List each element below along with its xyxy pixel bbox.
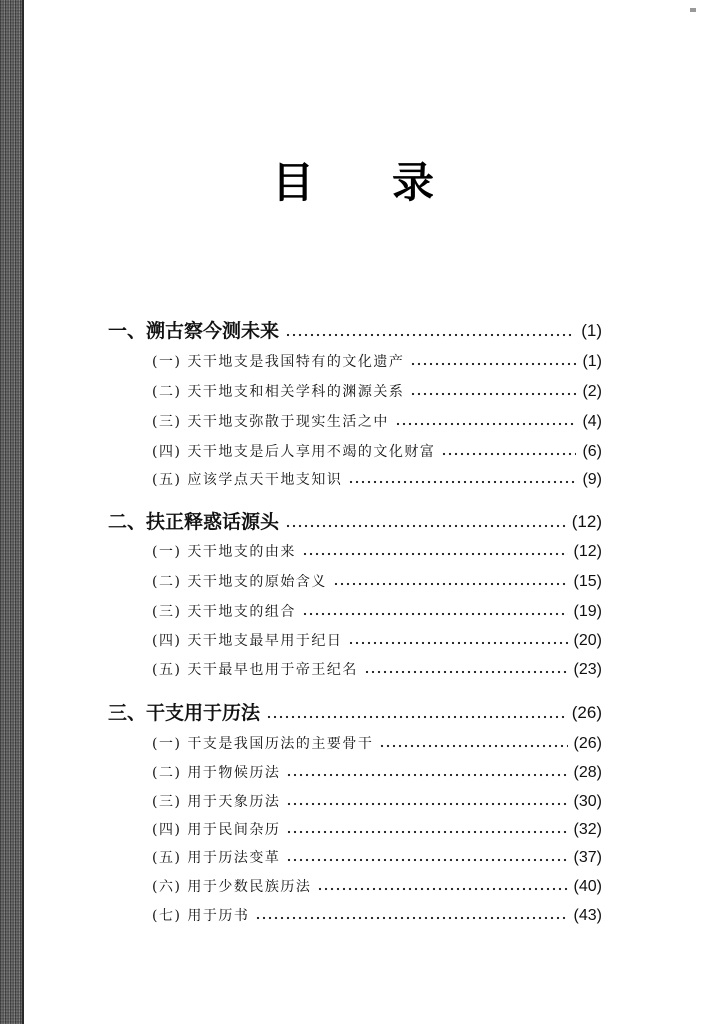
section-label: (七) 用于历书 (152, 908, 250, 924)
section-page-number: (4) (582, 413, 602, 430)
chapter-label: 一、溯古察今测未来 (108, 320, 280, 342)
section-page-number: (20) (573, 632, 602, 649)
section-label: (四) 天干地支是后人享用不竭的文化财富 (152, 444, 436, 460)
dot-leader (255, 915, 567, 921)
chapter-label: 二、扶正释惑话源头 (108, 511, 280, 533)
toc-section-2-1[interactable] (108, 542, 602, 562)
toc-chapter-3[interactable] (108, 701, 602, 725)
title-char-2: 录 (392, 158, 435, 207)
dot-leader (364, 669, 568, 675)
toc-section-3-6[interactable] (108, 877, 602, 897)
toc-section-3-1[interactable] (108, 734, 602, 754)
dot-leader (348, 479, 576, 485)
section-label: (二) 天干地支的原始含义 (152, 574, 327, 590)
dot-leader (286, 801, 567, 807)
toc-section-3-5[interactable] (108, 848, 602, 868)
chapter-page-number: (12) (571, 512, 602, 531)
dot-leader (266, 714, 566, 720)
dot-leader (285, 523, 566, 529)
dot-leader (441, 451, 576, 457)
toc-section-2-5[interactable] (108, 660, 602, 680)
book-spine-edge (0, 0, 22, 1024)
section-page-number: (30) (573, 793, 602, 810)
dot-leader (348, 640, 567, 646)
toc-section-1-5[interactable] (108, 470, 602, 490)
section-page-number: (6) (582, 443, 602, 460)
scan-speck (690, 8, 696, 12)
section-page-number: (2) (582, 383, 602, 400)
chapter-label: 三、干支用于历法 (108, 702, 261, 724)
section-label: (一) 干支是我国历法的主要骨干 (152, 736, 374, 752)
toc-section-2-4[interactable] (108, 631, 602, 651)
section-page-number: (37) (573, 849, 602, 866)
toc-section-2-3[interactable] (108, 602, 602, 622)
toc-section-3-3[interactable] (108, 792, 602, 812)
dot-leader (302, 611, 568, 617)
dot-leader (395, 421, 577, 427)
dot-leader (302, 551, 568, 557)
section-page-number: (40) (573, 878, 602, 895)
chapter-page-number: (26) (571, 703, 602, 722)
section-label: (三) 天干地支的组合 (152, 604, 296, 620)
section-page-number: (1) (582, 353, 602, 370)
dot-leader (410, 361, 576, 367)
section-page-number: (28) (573, 764, 602, 781)
section-page-number: (9) (582, 471, 602, 488)
section-label: (三) 用于天象历法 (152, 794, 281, 810)
section-label: (一) 天干地支的由来 (152, 544, 296, 560)
toc-chapter-1[interactable] (108, 319, 602, 343)
dot-leader (285, 332, 575, 338)
page-title (0, 158, 724, 208)
spine-border (22, 0, 24, 1024)
dot-leader (286, 772, 567, 778)
section-page-number: (32) (573, 821, 602, 838)
section-label: (四) 天干地支最早用于纪日 (152, 633, 343, 649)
title-char-1: 目 (272, 158, 315, 207)
section-label: (五) 应该学点天干地支知识 (152, 472, 343, 488)
section-label: (六) 用于少数民族历法 (152, 879, 312, 895)
dot-leader (286, 829, 567, 835)
toc-section-3-4[interactable] (108, 820, 602, 840)
toc-chapter-2[interactable] (108, 510, 602, 534)
dot-leader (333, 581, 568, 587)
section-label: (一) 天干地支是我国特有的文化遗产 (152, 354, 405, 370)
section-label: (五) 用于历法变革 (152, 850, 281, 866)
toc-section-1-4[interactable] (108, 442, 602, 462)
section-page-number: (23) (573, 661, 602, 678)
toc-section-1-1[interactable] (108, 352, 602, 372)
section-page-number: (43) (573, 907, 602, 924)
section-page-number: (12) (573, 543, 602, 560)
toc-section-1-2[interactable] (108, 382, 602, 402)
section-label: (四) 用于民间杂历 (152, 822, 281, 838)
toc-section-1-3[interactable] (108, 412, 602, 432)
section-label: (二) 天干地支和相关学科的渊源关系 (152, 384, 405, 400)
section-label: (三) 天干地支弥散于现实生活之中 (152, 414, 389, 430)
chapter-page-number: (1) (581, 321, 602, 340)
dot-leader (317, 886, 567, 892)
dot-leader (286, 857, 567, 863)
dot-leader (410, 391, 576, 397)
section-label: (五) 天干最早也用于帝王纪名 (152, 662, 358, 678)
toc-section-3-7[interactable] (108, 906, 602, 926)
section-page-number: (15) (573, 573, 602, 590)
dot-leader (379, 743, 567, 749)
section-label: (二) 用于物候历法 (152, 765, 281, 781)
toc-section-2-2[interactable] (108, 572, 602, 592)
section-page-number: (26) (573, 735, 602, 752)
toc-section-3-2[interactable] (108, 763, 602, 783)
section-page-number: (19) (573, 603, 602, 620)
